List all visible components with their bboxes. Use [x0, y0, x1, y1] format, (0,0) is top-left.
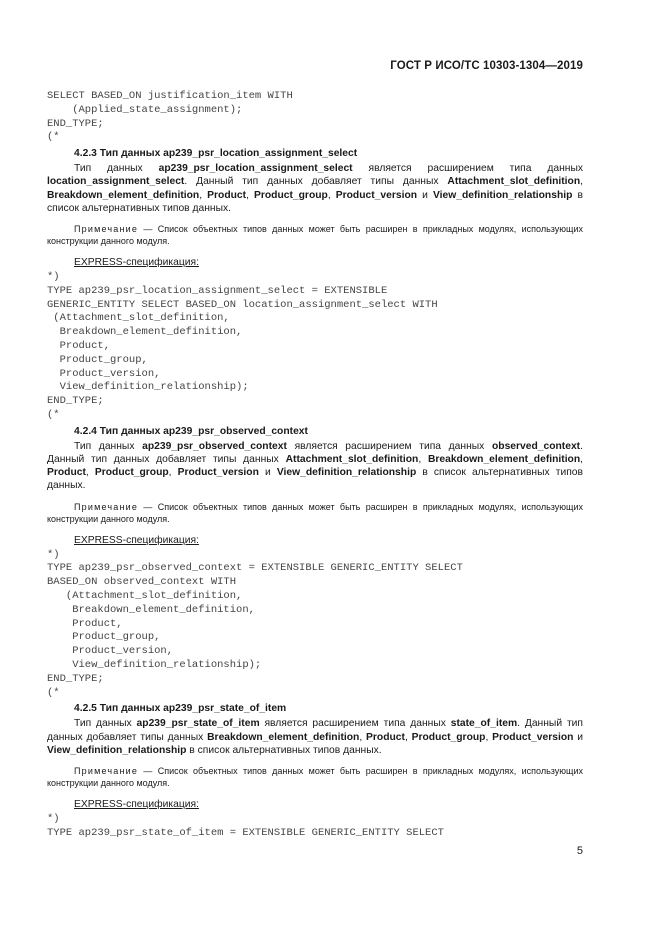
text-run: является расширением типа данных	[286, 440, 492, 452]
bold-term: Product_version	[492, 731, 574, 743]
bold-term: Product_group	[411, 731, 486, 743]
bold-term: Breakdown_element_definition	[47, 189, 200, 201]
section-note	[47, 223, 583, 247]
bold-term: observed_context	[491, 440, 581, 452]
express-spec-label: EXPRESS-спецификация:	[74, 257, 199, 268]
text-run: ,	[246, 189, 255, 201]
section-paragraph	[47, 717, 583, 757]
note-label: Примечание	[74, 765, 139, 776]
text-run: ,	[404, 731, 412, 743]
text-run: ,	[85, 467, 95, 479]
bold-term: state_of_item	[450, 718, 518, 730]
bold-term: View_definition_relationship	[432, 189, 573, 201]
text-run: и	[573, 731, 583, 743]
bold-term: Attachment_slot_definition	[285, 453, 419, 465]
text-run: Тип данных	[74, 163, 159, 175]
section-4-2-4	[47, 425, 583, 701]
text-run: . Данный тип данных добавляет типы данных	[47, 718, 583, 743]
page-content	[47, 90, 583, 841]
text-run: ,	[418, 453, 428, 465]
document-header: ГОСТ Р ИСО/ТС 10303-1304—2019	[390, 60, 583, 72]
page-number: 5	[576, 845, 583, 857]
section-paragraph	[47, 162, 583, 215]
text-run: является расширением типа данных	[259, 718, 451, 730]
section-4-2-3	[47, 147, 583, 423]
text-run: в список альтернативных типов данных.	[47, 467, 583, 492]
express-code-block: *) TYPE ap239_psr_state_of_item = EXTENSIBLE GENERIC_ENTITY SELECT	[47, 812, 444, 839]
text-run: ,	[327, 189, 336, 201]
express-spec-label: EXPRESS-спецификация:	[74, 798, 199, 810]
section-note	[47, 765, 583, 789]
bold-term: Product	[207, 189, 247, 201]
express-code-block: *) TYPE ap239_psr_location_assignment_select = EXTENSIBLE GENERIC_ENTITY SELECT BASED_ON location_assignment_select WITH (Attachment_slot_definition, Breakdown_element_definition, Product, Product_group, Product_version, View_definition_relationship); END_TYPE; (*	[47, 271, 438, 421]
bold-term: ap239_psr_location_assignment_select	[158, 163, 353, 175]
bold-term: Product	[47, 467, 86, 479]
bold-term: location_assignment_select	[47, 176, 185, 188]
text-run: в список альтернативных типов данных.	[47, 189, 583, 214]
text-run: . Данный тип данных добавляет типы данных	[47, 440, 583, 465]
text-run: и	[417, 189, 433, 201]
note-text: — Список объектных типов данных может быть расширен в прикладных модулях, использующих конструкции данного модуля.	[47, 765, 583, 788]
section-paragraph	[47, 440, 583, 493]
text-run: ,	[580, 453, 584, 465]
section-heading: 4.2.4 Тип данных ap239_psr_observed_context	[74, 425, 308, 437]
bold-term: Product_group	[254, 189, 328, 201]
note-label: Примечание	[74, 224, 139, 234]
text-run: Тип данных	[74, 440, 143, 452]
section-heading: 4.2.3 Тип данных ap239_psr_location_assignment_select	[74, 148, 358, 160]
bold-term: View_definition_relationship	[47, 744, 187, 756]
text-run: . Данный тип данных добавляет типы данных	[184, 176, 448, 188]
text-run: является расширением типа данных	[352, 163, 583, 175]
note-text: — Список объектных типов данных может быть расширен в прикладных модулях, использующих конструкции данного модуля.	[47, 501, 583, 524]
intro-code-block: SELECT BASED_ON justification_item WITH (Applied_state_assignment); END_TYPE; (*	[47, 90, 293, 144]
bold-term: View_definition_relationship	[276, 467, 417, 479]
section-note	[47, 501, 583, 525]
bold-term: Attachment_slot_definition	[447, 176, 581, 188]
text-run: ,	[485, 731, 493, 743]
bold-term: Product_version	[177, 467, 259, 479]
express-spec-label: EXPRESS-спецификация:	[74, 534, 199, 546]
text-run: и	[258, 467, 277, 479]
text-run: ,	[580, 176, 583, 188]
text-run: ,	[359, 731, 367, 743]
bold-term: Product_version	[335, 189, 418, 201]
text-run: Тип данных	[74, 718, 137, 730]
bold-term: Breakdown_element_definition	[207, 731, 360, 743]
express-code-block: *) TYPE ap239_psr_observed_context = EXTENSIBLE GENERIC_ENTITY SELECT BASED_ON observed_context WITH (Attachment_slot_definition, Breakdown_element_definition, Product, Product_group, Product_version, View_definition_relationship); END_TYPE; (*	[47, 548, 463, 699]
text-run: в список альтернативных типов данных.	[186, 744, 382, 756]
bold-term: Product_group	[94, 467, 169, 479]
section-heading: 4.2.5 Тип данных ap239_psr_state_of_item	[74, 703, 287, 715]
bold-term: Breakdown_element_definition	[427, 453, 581, 465]
note-text: — Список объектных типов данных может быть расширен в прикладных модулях, использующих конструкции данного модуля.	[47, 224, 583, 246]
bold-term: ap239_psr_state_of_item	[136, 718, 260, 730]
bold-term: Product	[366, 731, 405, 743]
section-4-2-5	[47, 702, 583, 840]
text-run: ,	[168, 467, 178, 479]
text-run: ,	[199, 189, 208, 201]
note-label: Примечание	[74, 501, 139, 512]
bold-term: ap239_psr_observed_context	[142, 440, 287, 452]
